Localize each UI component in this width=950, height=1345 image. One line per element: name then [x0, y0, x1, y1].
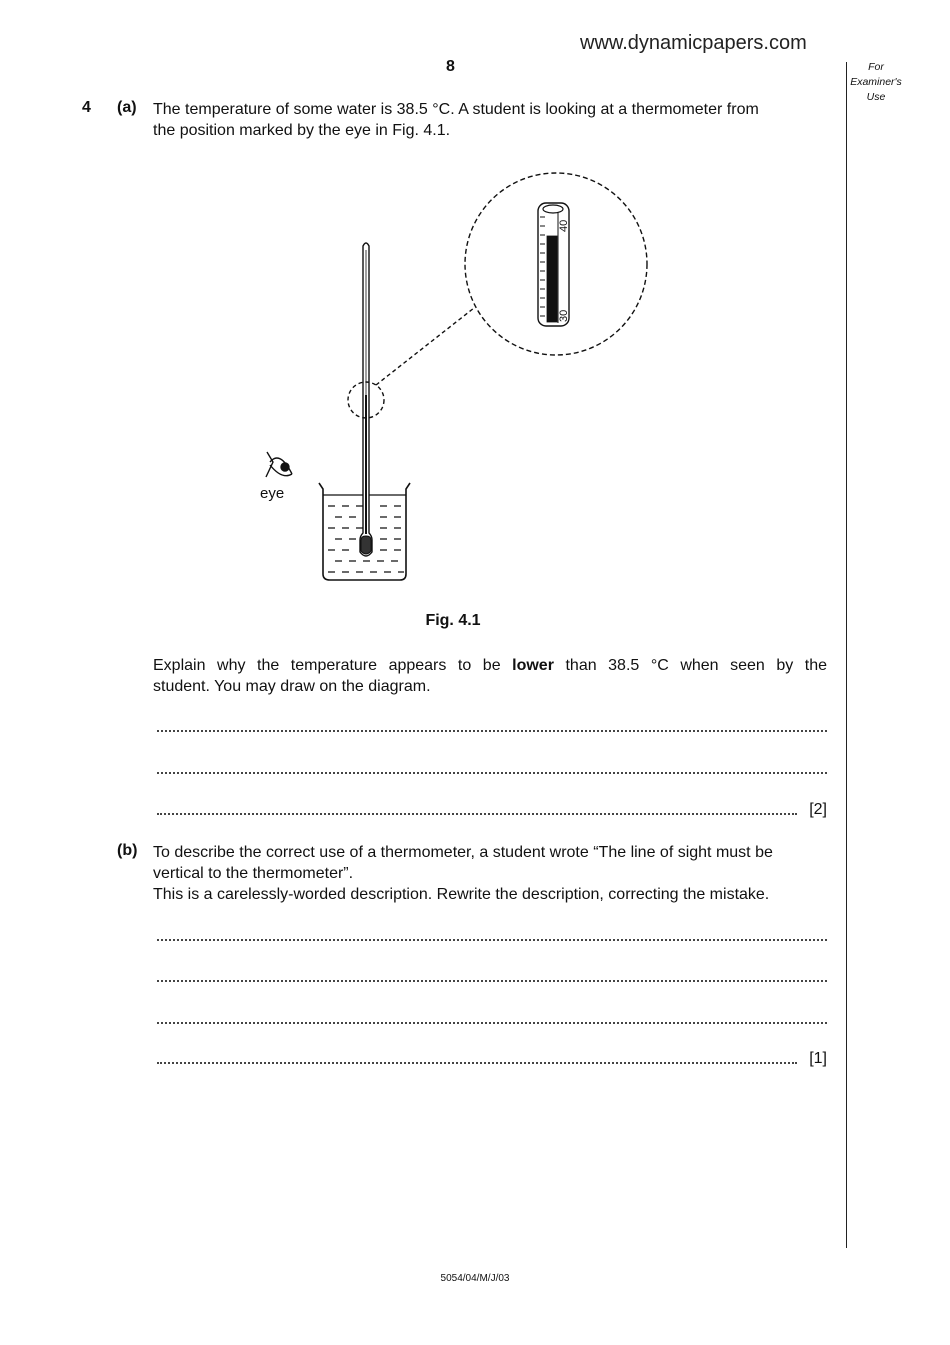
scale-label-top: 40 [558, 219, 570, 232]
website-url: www.dynamicpapers.com [580, 32, 807, 54]
answer-line[interactable] [157, 716, 827, 736]
prompt-emphasis: lower [512, 657, 554, 674]
answer-line[interactable] [157, 758, 827, 778]
margin-note-line: Use [866, 91, 886, 103]
part-b-label: (b) [117, 842, 138, 859]
part-b-text [153, 842, 827, 905]
figure-caption: Fig. 4.1 [425, 612, 481, 629]
text-line: The temperature of some water is 38.5 °C. A student is looking at a thermometer from [153, 101, 759, 118]
margin-note-line: Examiner's [850, 76, 902, 88]
scale-label-bottom: 30 [558, 309, 570, 322]
text-line: This is a carelessly-worded description. Rewrite the description, correcting the mistake. [153, 886, 770, 903]
answer-line[interactable] [157, 966, 827, 986]
paper-code: 5054/04/M/J/03 [440, 1273, 510, 1284]
text-line: student. You may draw on the diagram. [153, 678, 431, 695]
thermometer-figure [0, 0, 950, 610]
eye-icon [266, 452, 292, 477]
question-number: 4 [82, 99, 91, 116]
text-line [153, 655, 827, 676]
part-a-prompt [153, 655, 827, 697]
answer-line[interactable] [157, 925, 827, 945]
prompt-text: than 38.5 °C when seen by the [565, 657, 827, 674]
zoom-connector [376, 308, 474, 385]
thermometer [360, 243, 372, 556]
answer-line[interactable] [157, 799, 827, 819]
prompt-text: Explain why the temperature appears to be [153, 657, 501, 674]
eye-label: eye [260, 485, 285, 502]
marks-label: [1] [809, 1050, 827, 1067]
page-number: 8 [446, 58, 455, 75]
part-a-label: (a) [117, 99, 137, 116]
text-line: the position marked by the eye in Fig. 4.1. [153, 122, 451, 139]
text-line: To describe the correct use of a thermometer, a student wrote “The line of sight must be [153, 844, 773, 861]
answer-line[interactable] [157, 1048, 827, 1068]
marks-label: [2] [809, 801, 827, 818]
margin-note-line: For [868, 61, 884, 73]
answer-line[interactable] [157, 1008, 827, 1028]
text-line: vertical to the thermometer”. [153, 865, 354, 882]
